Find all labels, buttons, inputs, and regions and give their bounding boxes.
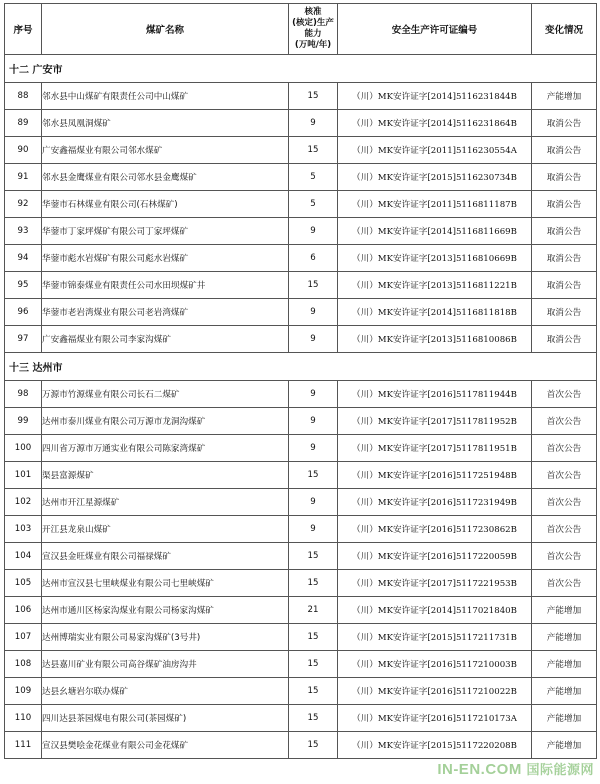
cell-change: 取消公告 <box>532 299 597 326</box>
cell-change: 取消公告 <box>532 326 597 353</box>
cell-capacity: 9 <box>289 326 338 353</box>
cell-no: 107 <box>5 624 42 651</box>
cell-mine-name: 四川省万源市万通实业有限公司陈家湾煤矿 <box>42 435 289 462</box>
table-row <box>5 83 597 110</box>
cell-capacity: 15 <box>289 624 338 651</box>
cell-license: （川）MK安许证字[2011]5116811187B <box>338 191 532 218</box>
cell-mine-name: 达州市宣汉县七里峡煤业有限公司七里峡煤矿 <box>42 570 289 597</box>
cell-no: 90 <box>5 137 42 164</box>
table-row <box>5 137 597 164</box>
table-row <box>5 516 597 543</box>
cell-license: （川）MK安许证字[2015]5117211731B <box>338 624 532 651</box>
cell-license: （川）MK安许证字[2014]5116811818B <box>338 299 532 326</box>
cell-change: 首次公告 <box>532 489 597 516</box>
watermark-logo <box>437 759 594 778</box>
table-row <box>5 732 597 759</box>
header-capacity <box>289 4 338 55</box>
cell-change: 首次公告 <box>532 462 597 489</box>
cell-change: 首次公告 <box>532 381 597 408</box>
header-row <box>5 4 597 55</box>
cell-mine-name: 四川达县茶园煤电有限公司(茶园煤矿) <box>42 705 289 732</box>
cell-mine-name: 邻水县金鹰煤业有限公司邻水县金鹰煤矿 <box>42 164 289 191</box>
cell-change: 取消公告 <box>532 272 597 299</box>
cell-change: 取消公告 <box>532 110 597 137</box>
table-row <box>5 678 597 705</box>
header-no: 序号 <box>5 4 42 55</box>
cell-license: （川）MK安许证字[2016]5117210022B <box>338 678 532 705</box>
cell-capacity: 15 <box>289 678 338 705</box>
cell-capacity: 21 <box>289 597 338 624</box>
cell-no: 108 <box>5 651 42 678</box>
header-name: 煤矿名称 <box>42 4 289 55</box>
table-row <box>5 299 597 326</box>
table-row <box>5 624 597 651</box>
cell-no: 96 <box>5 299 42 326</box>
cell-change: 首次公告 <box>532 408 597 435</box>
cell-mine-name: 达县幺塘岩尔联办煤矿 <box>42 678 289 705</box>
cell-capacity: 9 <box>289 489 338 516</box>
cell-capacity: 5 <box>289 191 338 218</box>
cell-mine-name: 万源市竹源煤业有限公司长石二煤矿 <box>42 381 289 408</box>
cell-license: （川）MK安许证字[2016]5117231949B <box>338 489 532 516</box>
cell-no: 105 <box>5 570 42 597</box>
cell-change: 产能增加 <box>532 678 597 705</box>
cell-capacity: 9 <box>289 435 338 462</box>
cell-no: 93 <box>5 218 42 245</box>
cell-no: 111 <box>5 732 42 759</box>
watermark-cn: 国际能源网 <box>526 762 594 777</box>
cell-license: （川）MK安许证字[2016]5117210173A <box>338 705 532 732</box>
cell-mine-name: 达州市通川区杨家沟煤业有限公司杨家沟煤矿 <box>42 597 289 624</box>
cell-mine-name: 华蓥市彪水岩煤矿有限公司彪水岩煤矿 <box>42 245 289 272</box>
cell-license: （川）MK安许证字[2013]5116810086B <box>338 326 532 353</box>
cell-no: 88 <box>5 83 42 110</box>
cell-mine-name: 华蓥市丁家坪煤矿有限公司丁家坪煤矿 <box>42 218 289 245</box>
cell-mine-name: 开江县龙泉山煤矿 <box>42 516 289 543</box>
cell-capacity: 9 <box>289 408 338 435</box>
table-row <box>5 597 597 624</box>
cell-change: 取消公告 <box>532 218 597 245</box>
cell-no: 91 <box>5 164 42 191</box>
cell-capacity: 9 <box>289 381 338 408</box>
cell-license: （川）MK安许证字[2016]5117220059B <box>338 543 532 570</box>
cell-mine-name: 渠县富源煤矿 <box>42 462 289 489</box>
cell-no: 102 <box>5 489 42 516</box>
cell-license: （川）MK安许证字[2017]5117811951B <box>338 435 532 462</box>
cell-license: （川）MK安许证字[2016]5117251948B <box>338 462 532 489</box>
cell-change: 首次公告 <box>532 570 597 597</box>
header-capacity-line3: 生产能力 <box>304 18 334 39</box>
cell-capacity: 15 <box>289 651 338 678</box>
cell-capacity: 15 <box>289 705 338 732</box>
section-label: 十三 达州市 <box>5 353 597 381</box>
cell-no: 101 <box>5 462 42 489</box>
cell-change: 产能增加 <box>532 705 597 732</box>
cell-license: （川）MK安许证字[2011]5116230554A <box>338 137 532 164</box>
cell-mine-name: 邻水县凤凰洞煤矿 <box>42 110 289 137</box>
cell-license: （川）MK安许证字[2016]5117210003B <box>338 651 532 678</box>
cell-mine-name: 广安鑫福煤业有限公司邻水煤矿 <box>42 137 289 164</box>
cell-mine-name: 宣汉县樊哙金花煤业有限公司金花煤矿 <box>42 732 289 759</box>
header-capacity-line2: (核定) <box>292 18 317 28</box>
cell-license: （川）MK安许证字[2017]5117811952B <box>338 408 532 435</box>
cell-capacity: 15 <box>289 137 338 164</box>
header-capacity-line1: 核准 <box>304 7 322 17</box>
header-capacity-line4: (万吨/年) <box>294 40 332 50</box>
cell-mine-name: 邻水县中山煤矿有限责任公司中山煤矿 <box>42 83 289 110</box>
cell-change: 产能增加 <box>532 624 597 651</box>
cell-license: （川）MK安许证字[2017]5117221953B <box>338 570 532 597</box>
cell-capacity: 9 <box>289 516 338 543</box>
cell-license: （川）MK安许证字[2016]5117230862B <box>338 516 532 543</box>
cell-capacity: 9 <box>289 218 338 245</box>
cell-change: 产能增加 <box>532 597 597 624</box>
cell-change: 产能增加 <box>532 732 597 759</box>
cell-capacity: 15 <box>289 543 338 570</box>
cell-no: 99 <box>5 408 42 435</box>
table-row <box>5 218 597 245</box>
cell-no: 95 <box>5 272 42 299</box>
cell-license: （川）MK安许证字[2014]5117021840B <box>338 597 532 624</box>
section-row <box>5 55 597 83</box>
cell-no: 104 <box>5 543 42 570</box>
cell-capacity: 5 <box>289 164 338 191</box>
table-row <box>5 110 597 137</box>
cell-change: 取消公告 <box>532 137 597 164</box>
cell-mine-name: 华蓥市锦泰煤业有限责任公司水田坝煤矿井 <box>42 272 289 299</box>
table-row <box>5 651 597 678</box>
cell-change: 产能增加 <box>532 83 597 110</box>
cell-capacity: 15 <box>289 570 338 597</box>
table-row <box>5 164 597 191</box>
table-body <box>5 55 597 759</box>
cell-license: （川）MK安许证字[2014]5116231864B <box>338 110 532 137</box>
cell-change: 产能增加 <box>532 651 597 678</box>
table-row <box>5 435 597 462</box>
cell-license: （川）MK安许证字[2013]5116810669B <box>338 245 532 272</box>
cell-mine-name: 达县嘉川矿业有限公司高谷煤矿油房沟井 <box>42 651 289 678</box>
cell-no: 103 <box>5 516 42 543</box>
cell-mine-name: 达州市泰川煤业有限公司万源市龙洞沟煤矿 <box>42 408 289 435</box>
table-row <box>5 462 597 489</box>
watermark-latin: IN-EN.COM <box>437 761 522 778</box>
cell-capacity: 9 <box>289 299 338 326</box>
cell-mine-name: 广安鑫福煤业有限公司李家沟煤矿 <box>42 326 289 353</box>
cell-change: 取消公告 <box>532 245 597 272</box>
cell-change: 首次公告 <box>532 516 597 543</box>
cell-change: 取消公告 <box>532 164 597 191</box>
header-license: 安全生产许可证编号 <box>338 4 532 55</box>
cell-license: （川）MK安许证字[2013]5116811221B <box>338 272 532 299</box>
cell-capacity: 15 <box>289 732 338 759</box>
cell-license: （川）MK安许证字[2016]5117811944B <box>338 381 532 408</box>
cell-change: 首次公告 <box>532 543 597 570</box>
table-row <box>5 245 597 272</box>
cell-capacity: 15 <box>289 462 338 489</box>
header-change: 变化情况 <box>532 4 597 55</box>
cell-mine-name: 华蓥市石林煤业有限公司(石林煤矿) <box>42 191 289 218</box>
cell-no: 109 <box>5 678 42 705</box>
cell-no: 100 <box>5 435 42 462</box>
cell-license: （川）MK安许证字[2015]5116230734B <box>338 164 532 191</box>
cell-no: 92 <box>5 191 42 218</box>
table-row <box>5 326 597 353</box>
cell-mine-name: 达州市开江星源煤矿 <box>42 489 289 516</box>
cell-no: 89 <box>5 110 42 137</box>
cell-capacity: 9 <box>289 110 338 137</box>
cell-no: 106 <box>5 597 42 624</box>
cell-license: （川）MK安许证字[2014]5116811669B <box>338 218 532 245</box>
cell-capacity: 15 <box>289 272 338 299</box>
cell-mine-name: 华蓥市老岩湾煤业有限公司老岩湾煤矿 <box>42 299 289 326</box>
table-row <box>5 705 597 732</box>
table-row <box>5 408 597 435</box>
table-row <box>5 272 597 299</box>
coal-mine-table <box>4 3 597 759</box>
cell-no: 94 <box>5 245 42 272</box>
table-row <box>5 191 597 218</box>
cell-capacity: 6 <box>289 245 338 272</box>
cell-mine-name: 宣汉县金旺煤业有限公司福禄煤矿 <box>42 543 289 570</box>
cell-change: 取消公告 <box>532 191 597 218</box>
table-row <box>5 489 597 516</box>
cell-license: （川）MK安许证字[2015]5117220208B <box>338 732 532 759</box>
cell-license: （川）MK安许证字[2014]5116231844B <box>338 83 532 110</box>
section-label: 十二 广安市 <box>5 55 597 83</box>
cell-capacity: 15 <box>289 83 338 110</box>
section-row <box>5 353 597 381</box>
table-row <box>5 543 597 570</box>
cell-change: 首次公告 <box>532 435 597 462</box>
cell-mine-name: 达州博瑞实业有限公司易家沟煤矿(3号井) <box>42 624 289 651</box>
table-row <box>5 570 597 597</box>
cell-no: 98 <box>5 381 42 408</box>
cell-no: 110 <box>5 705 42 732</box>
table-row <box>5 381 597 408</box>
cell-no: 97 <box>5 326 42 353</box>
